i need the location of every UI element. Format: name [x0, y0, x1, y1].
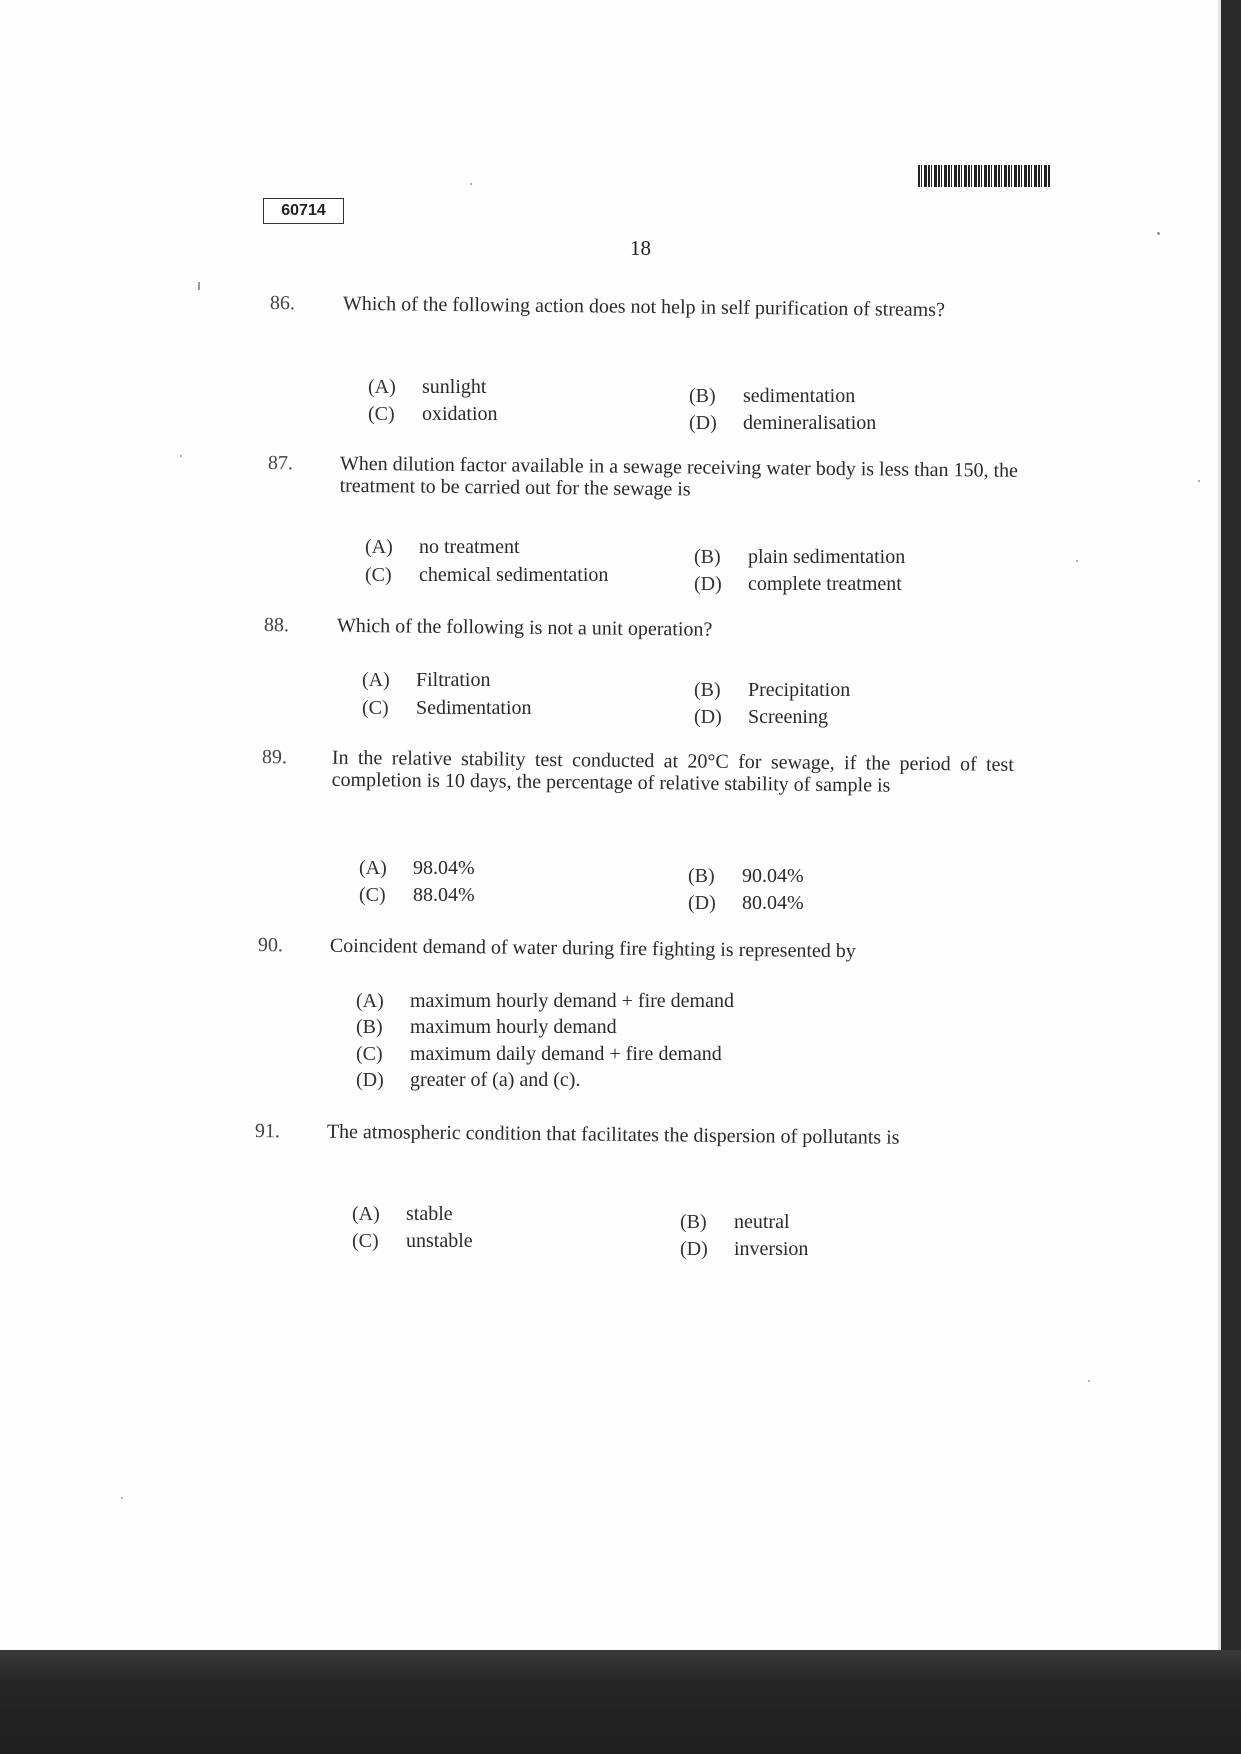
option-d: (D) greater of (a) and (c).: [356, 1069, 581, 1091]
question-text: In the relative stability test conducted at 20°C for sewage, if the period of test completion is 10 days, the percentage of relative stability of sample is: [331, 746, 1014, 797]
scan-speck: [1157, 232, 1160, 235]
option-d: (D) Screening: [694, 706, 828, 728]
option-a: (A) no treatment: [365, 536, 520, 558]
scan-speck: [180, 455, 182, 457]
option-a: (A) maximum hourly demand + fire demand: [356, 990, 734, 1012]
option-a: (A) 98.04%: [359, 857, 475, 879]
option-b: (B) plain sedimentation: [694, 546, 906, 568]
scan-speck: [121, 1497, 123, 1499]
page-number: 18: [630, 236, 651, 260]
option-b: (B) Precipitation: [694, 679, 851, 701]
option-c: (C) unstable: [352, 1230, 473, 1252]
question-number: 86.: [269, 292, 295, 315]
option-c: (C) 88.04%: [359, 884, 475, 906]
option-a: (A) Filtration: [362, 669, 491, 691]
question-number: 91.: [254, 1120, 280, 1143]
option-d: (D) 80.04%: [688, 892, 804, 914]
question-number: 90.: [257, 934, 283, 957]
option-d: (D) complete treatment: [694, 573, 902, 595]
scan-speck: [1198, 480, 1200, 482]
option-b: (B) maximum hourly demand: [356, 1016, 617, 1038]
scanner-edge: [0, 1650, 1241, 1754]
paper-code: 60714: [263, 198, 344, 224]
scan-speck: [470, 183, 472, 185]
question-text: Which of the following is not a unit operation?: [336, 614, 713, 641]
question-text: Which of the following action does not help in self purification of streams?: [342, 292, 946, 322]
question-number: 87.: [267, 452, 293, 475]
option-c: (C) maximum daily demand + fire demand: [356, 1043, 722, 1065]
option-d: (D) inversion: [680, 1238, 809, 1260]
question-text: Coincident demand of water during fire fighting is represented by: [329, 934, 856, 963]
option-a: (A) sunlight: [368, 376, 487, 398]
option-b: (B) sedimentation: [689, 385, 856, 407]
option-a: (A) stable: [352, 1203, 453, 1225]
barcode: [918, 165, 1050, 187]
scan-speck: [198, 282, 200, 290]
option-c: (C) chemical sedimentation: [365, 564, 609, 586]
scan-speck: [1088, 1380, 1090, 1382]
option-d: (D) demineralisation: [689, 412, 877, 434]
question-number: 89.: [261, 746, 287, 769]
question-text: When dilution factor available in a sewage receiving water body is less than 150, the treatment to be carried out for the sewage is: [339, 452, 1019, 501]
option-c: (C) oxidation: [368, 403, 498, 425]
option-b: (B) 90.04%: [688, 865, 804, 887]
option-c: (C) Sedimentation: [362, 697, 532, 719]
question-number: 88.: [263, 614, 289, 637]
scan-speck: [1076, 560, 1078, 562]
question-text: The atmospheric condition that facilitates the dispersion of pollutants is: [326, 1120, 900, 1149]
option-b: (B) neutral: [680, 1211, 790, 1233]
